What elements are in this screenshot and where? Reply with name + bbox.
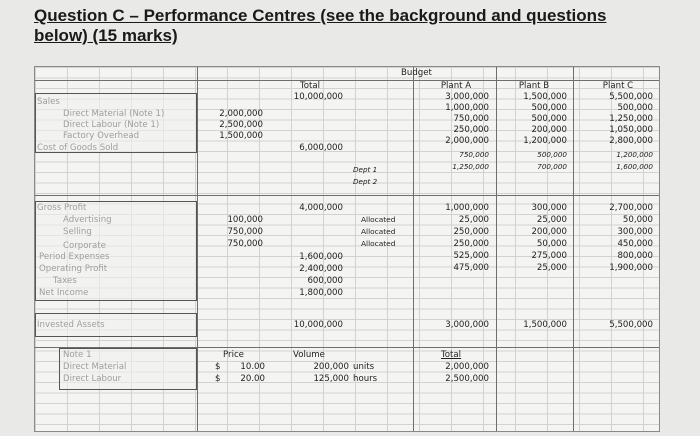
plant-c-direct-labour: 1,250,000	[609, 114, 653, 124]
direct-labour-volume: 125,000	[313, 374, 349, 384]
plant-b-dept-2: 700,000	[537, 162, 567, 171]
note-direct-labour-total: 2,500,000	[445, 374, 489, 384]
currency-symbol: $	[215, 374, 221, 384]
plant-c-period-expenses: 800,000	[617, 251, 653, 261]
plant-c-selling: 300,000	[617, 227, 653, 237]
direct-material-cost: 2,000,000	[219, 109, 263, 119]
taxes-total: 600,000	[307, 276, 343, 286]
row-divider	[35, 195, 659, 196]
plant-b-direct-labour: 500,000	[531, 114, 567, 124]
advertising-cost: 100,000	[227, 215, 263, 225]
plant-b-factory-overhead: 200,000	[531, 125, 567, 135]
plant-c-direct-material: 500,000	[617, 103, 653, 113]
note-box	[59, 348, 197, 390]
factory-overhead-cost: 1,500,000	[219, 131, 263, 141]
plant-c-invested-assets: 5,500,000	[609, 320, 653, 330]
plant-c-corporate: 450,000	[617, 239, 653, 249]
plant-b-cogs: 1,200,000	[523, 136, 567, 146]
plant-a-selling: 250,000	[453, 227, 489, 237]
plant-b-sales: 1,500,000	[523, 92, 567, 102]
column-divider	[197, 67, 198, 431]
direct-labour-price: 20.00	[240, 374, 265, 384]
plant-b-direct-material: 500,000	[531, 103, 567, 113]
sales-cost-box	[35, 93, 197, 153]
plant-c-gross-profit: 2,700,000	[609, 203, 653, 213]
plant-a-dept-2: 1,250,000	[452, 162, 489, 171]
plant-b-selling: 200,000	[531, 227, 567, 237]
plant-a-direct-labour: 750,000	[453, 114, 489, 124]
spreadsheet-table	[34, 66, 660, 432]
operating-profit-total: 2,400,000	[299, 264, 343, 274]
plant-b-invested-assets: 1,500,000	[523, 320, 567, 330]
plant-a-corporate: 250,000	[453, 239, 489, 249]
plant-c-operating-profit: 1,900,000	[609, 263, 653, 273]
plant-b-operating-profit: 25,000	[536, 263, 567, 273]
plant-a-invested-assets: 3,000,000	[445, 320, 489, 330]
direct-labour-unit: hours	[353, 374, 378, 384]
plant-b-corporate: 50,000	[536, 239, 567, 249]
direct-material-volume: 200,000	[313, 362, 349, 372]
plant-c-dept-1: 1,200,000	[616, 150, 653, 159]
period-expenses-total: 1,600,000	[299, 252, 343, 262]
gross-profit-total: 4,000,000	[299, 203, 343, 213]
allocated-label: Allocated	[361, 215, 396, 224]
plant-c-header: Plant C	[602, 81, 634, 91]
currency-symbol: $	[215, 362, 221, 372]
dept-2-label: Dept 2	[353, 177, 378, 186]
plant-b-period-expenses: 275,000	[531, 251, 567, 261]
plant-a-operating-profit: 475,000	[453, 263, 489, 273]
allocated-label: Allocated	[361, 239, 396, 248]
plant-a-dept-1: 750,000	[459, 150, 489, 159]
plant-a-sales: 3,000,000	[445, 92, 489, 102]
corporate-cost: 750,000	[227, 239, 263, 249]
direct-material-unit: units	[353, 362, 375, 372]
plant-a-advertising: 25,000	[458, 215, 489, 225]
page-title: Question C – Performance Centres (see the background and questions below) (15 marks)	[34, 6, 607, 45]
direct-labour-cost: 2,500,000	[219, 120, 263, 130]
note-total-header: Total	[441, 350, 462, 360]
column-divider	[413, 67, 414, 431]
plant-c-cogs: 2,800,000	[609, 136, 653, 146]
plant-b-advertising: 25,000	[536, 215, 567, 225]
plant-a-period-expenses: 525,000	[453, 251, 489, 261]
price-header: Price	[223, 350, 244, 360]
total-header: Total	[299, 81, 321, 91]
allocated-label: Allocated	[361, 227, 396, 236]
plant-c-advertising: 50,000	[622, 215, 653, 225]
plant-c-factory-overhead: 1,050,000	[609, 125, 653, 135]
plant-b-dept-1: 500,000	[537, 150, 567, 159]
invested-assets-total: 10,000,000	[293, 320, 343, 330]
profit-box	[35, 201, 197, 301]
plant-a-cogs: 2,000,000	[445, 136, 489, 146]
plant-a-factory-overhead: 250,000	[453, 125, 489, 135]
invested-assets-box	[35, 313, 197, 337]
plant-a-direct-material: 1,000,000	[445, 103, 489, 113]
plant-c-sales: 5,500,000	[609, 92, 653, 102]
selling-cost: 750,000	[227, 227, 263, 237]
plant-b-gross-profit: 300,000	[531, 203, 567, 213]
direct-material-price: 10.00	[240, 362, 265, 372]
cogs-total: 6,000,000	[299, 143, 343, 153]
sales-total: 10,000,000	[293, 92, 343, 102]
column-divider	[573, 67, 574, 431]
volume-header: Volume	[293, 350, 325, 360]
net-income-total: 1,800,000	[299, 288, 343, 298]
budget-header: Budget	[401, 68, 432, 78]
plant-a-header: Plant A	[440, 81, 472, 91]
note-direct-material-total: 2,000,000	[445, 362, 489, 372]
plant-c-dept-2: 1,600,000	[616, 162, 653, 171]
plant-b-header: Plant B	[518, 81, 550, 91]
dept-1-label: Dept 1	[353, 165, 378, 174]
plant-a-gross-profit: 1,000,000	[445, 203, 489, 213]
